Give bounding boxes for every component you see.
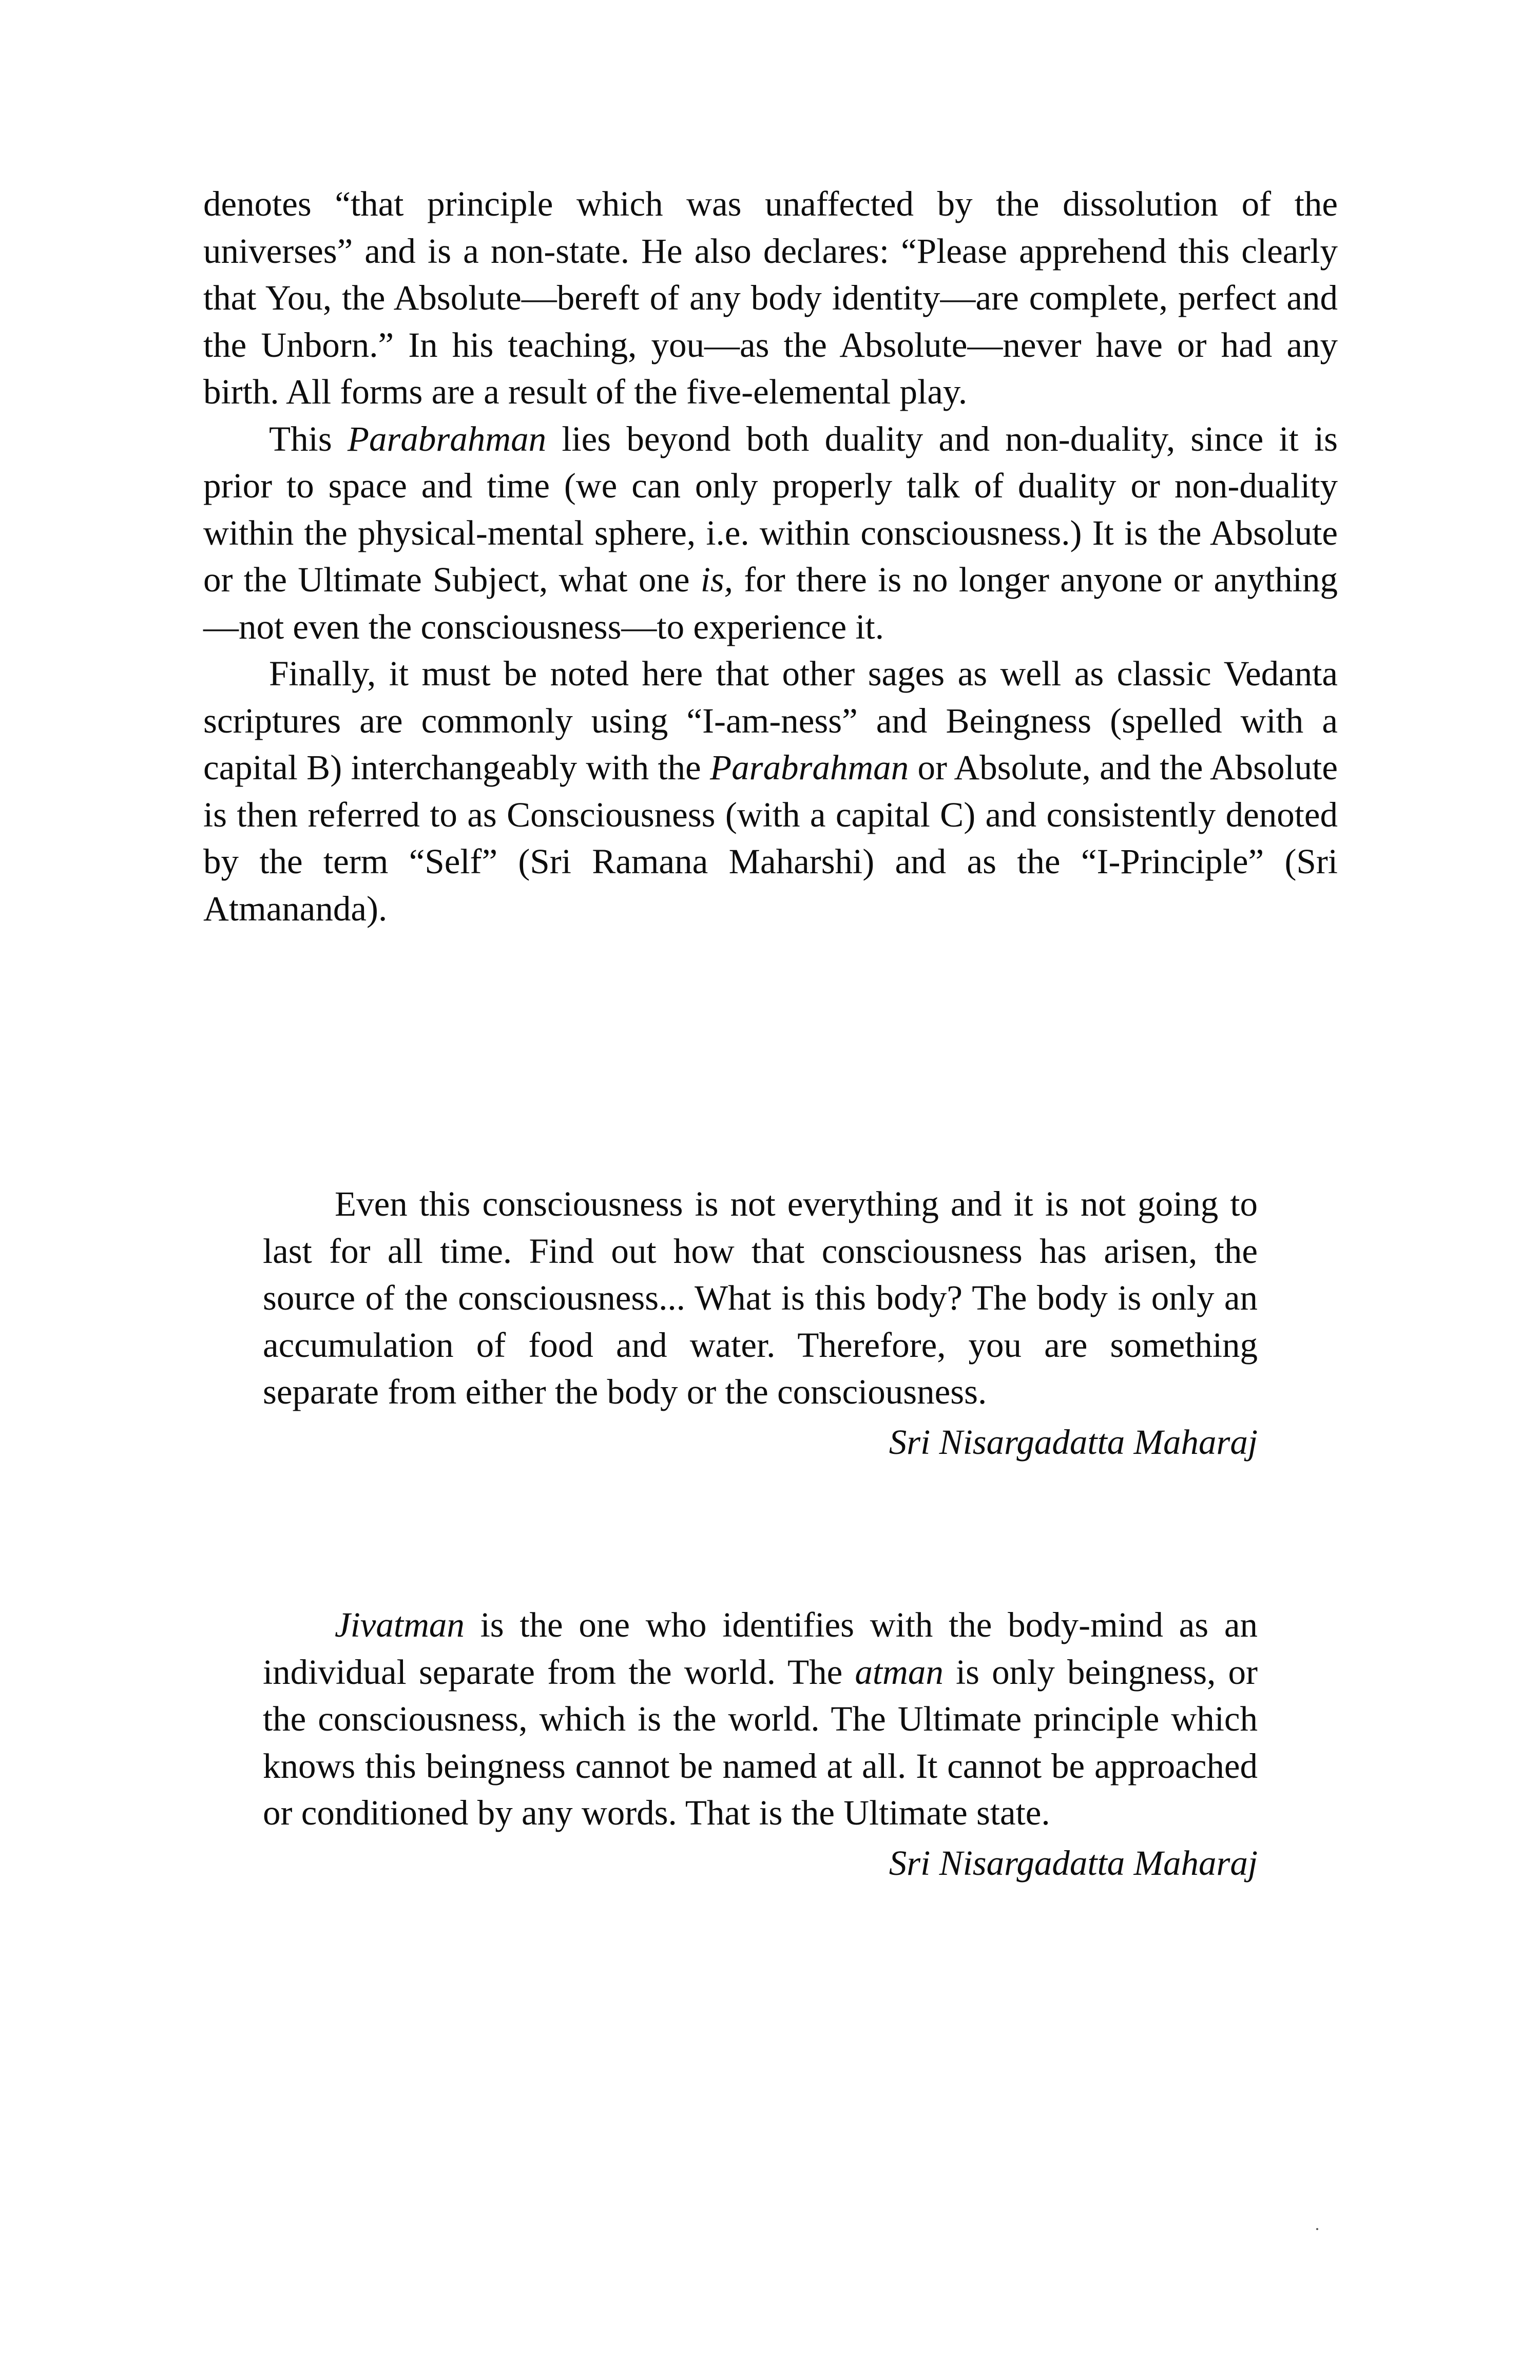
paragraph-2: [203, 416, 1338, 651]
paragraph-3-text-a: Finally, it must be noted here that other sages as well as classic Vedanta scriptures are commonly using “I-am-ness” and Beingness (spelled with a capital B) interchangeably with the: [203, 654, 1338, 787]
quote-2-term-jivatman: Jivatman: [335, 1605, 465, 1644]
main-text: [203, 181, 1338, 932]
quote-2-text: [263, 1602, 1258, 1837]
paragraph-2-term-parabrahman: Parabrahman: [347, 419, 547, 458]
paragraph-2-emphasis-is: is,: [700, 560, 734, 599]
paragraph-3: [203, 650, 1338, 932]
quote-block-2: [263, 1602, 1258, 1887]
quote-1-text: [263, 1181, 1258, 1416]
scan-speck: [1316, 2228, 1318, 2230]
quote-1-attribution: Sri Nisargadatta Maharaj: [889, 1422, 1258, 1462]
paragraph-1-text: denotes “that principle which was unaffected by the dissolution of the universes” and is a non-state. He also declares: “Please apprehend this clearly that You, the Absolute—bereft of any body identity—are complete, perfect and the Unborn.” In his teaching, you—as the Absolute—never have or had any birth. All forms are a result of the five-elemental play.: [203, 184, 1338, 411]
quote-2-body-a: is the one who identifies with the body-mind as an individual separate from the world. The: [263, 1605, 1258, 1692]
quote-2-term-atman: atman: [855, 1652, 944, 1692]
paragraph-2-text-b: lies beyond both duality and non-duality, since it is prior to space and time (we can only properly talk of duality or non-duality within the physical-mental sphere, i.e. within consciousness.) It is the Absolute or the Ultimate Subject, what one: [203, 419, 1338, 599]
paragraph-3-term-parabrahman: Parabrahman: [709, 748, 909, 787]
paragraph-2-text-a: This: [269, 419, 348, 458]
paragraph-2-text-c: for there is no longer anyone or anything—not even the consciousness—to experience it.: [203, 560, 1338, 646]
quote-2-body-b: is only beingness, or the consciousness, which is the world. The Ultimate principle which knows this beingness cannot be named at all. It cannot be approached or conditioned by any words. That is the Ultimate state.: [263, 1652, 1258, 1832]
quote-block-1: [263, 1181, 1258, 1466]
paragraph-1: [203, 181, 1338, 416]
quote-1-body: Even this consciousness is not everything and it is not going to last for all time. Find out how that consciousness has arisen, the source of the consciousness... What is this body? The body is only an accumulation of food and water. Therefore, you are something separate from either the body or the consciousness.: [263, 1184, 1258, 1411]
quote-2-attribution: Sri Nisargadatta Maharaj: [889, 1843, 1258, 1883]
paragraph-3-text-b: or Absolute, and the Absolute is then referred to as Consciousness (with a capital C) and consistently denoted by the term “Self” (Sri Ramana Maharshi) and as the “I-Principle” (Sri Atmananda).: [203, 748, 1338, 928]
